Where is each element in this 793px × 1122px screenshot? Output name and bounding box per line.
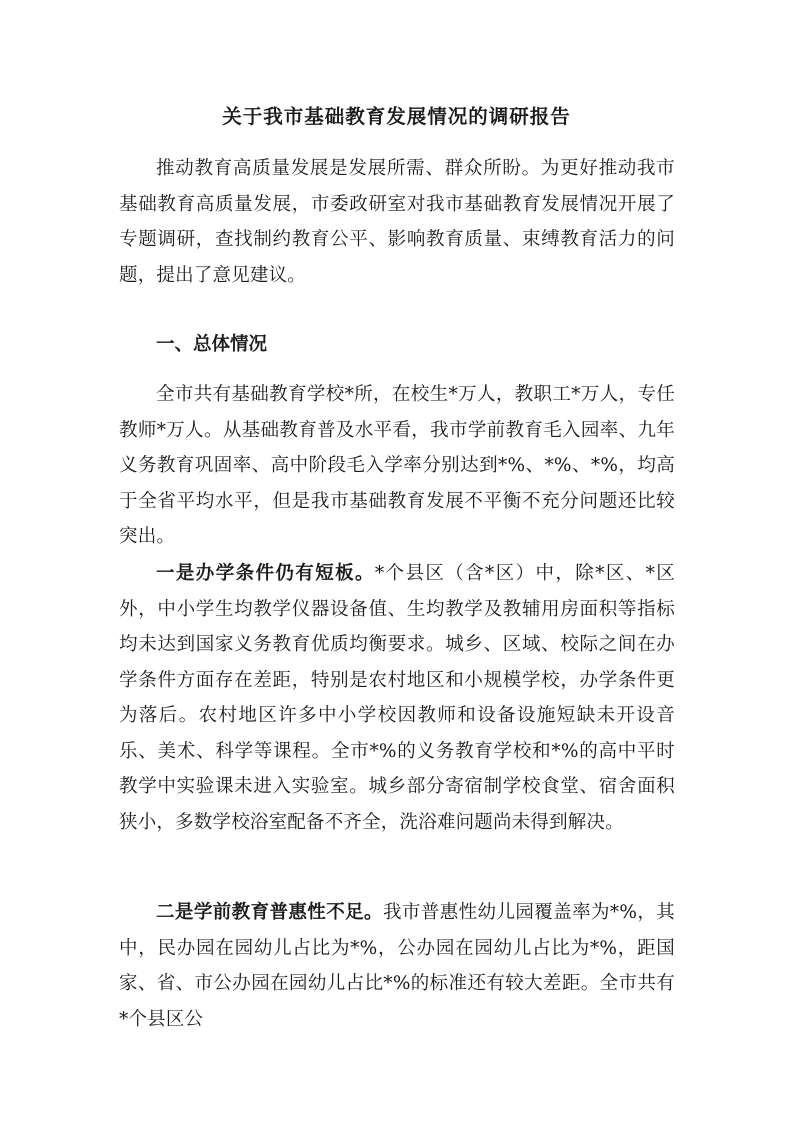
point-one-body: *个县区（含*区）中，除*区、*区外，中小学生均教学仪器设备值、生均教学及教辅用房面积等指标均未达到国家义务教育优质均衡要求。城乡、区域、校际之间在办学条件方面存在差距，特别是农村地区和小规模学校，办学条件更为落后。农村地区许多中小学校因教师和设备设施短缺未开设音乐、美术、科学等课程。全市*%的义务教育学校和*%的高中平时教学中实验课未进入实验室。城乡部分寄宿制学校食堂、宿舍面积狭小，多数学校浴室配备不齐全，洗浴难问题尚未得到解决。 (119, 563, 676, 833)
page-title: 关于我市基础教育发展情况的调研报告 (222, 105, 571, 128)
section-heading-overview: 一、总体情况 (156, 334, 268, 355)
point-one-paragraph (119, 556, 675, 840)
point-one-lead: 一是办学条件仍有短板。 (156, 563, 375, 584)
point-two-lead: 二是学前教育普惠性不足。 (156, 902, 383, 923)
overview-paragraph: 全市共有基础教育学校*所，在校生*万人，教职工*万人，专任教师*万人。从基础教育普及水平看，我市学前教育毛入园率、九年义务教育巩固率、高中阶段毛入学率分别达到*%、*%、*%，均高于全省平均水平，但是我市基础教育发展不平衡不充分问题还比较突出。 (119, 384, 675, 547)
intro-paragraph: 推动教育高质量发展是发展所需、群众所盼。为更好推动我市基础教育高质量发展，市委政研室对我市基础教育发展情况开展了专题调研，查找制约教育公平、影响教育质量、束缚教育活力的问题，提出了意见建议。 (119, 158, 675, 286)
point-two-body: 我市普惠性幼儿园覆盖率为*%，其中，民办园在园幼儿占比为*%，公办园在园幼儿占比为*%，距国家、省、市公办园在园幼儿占比*%的标准还有较大差距。全市共有*个县区公 (119, 902, 675, 1030)
point-two-paragraph (119, 895, 675, 1037)
